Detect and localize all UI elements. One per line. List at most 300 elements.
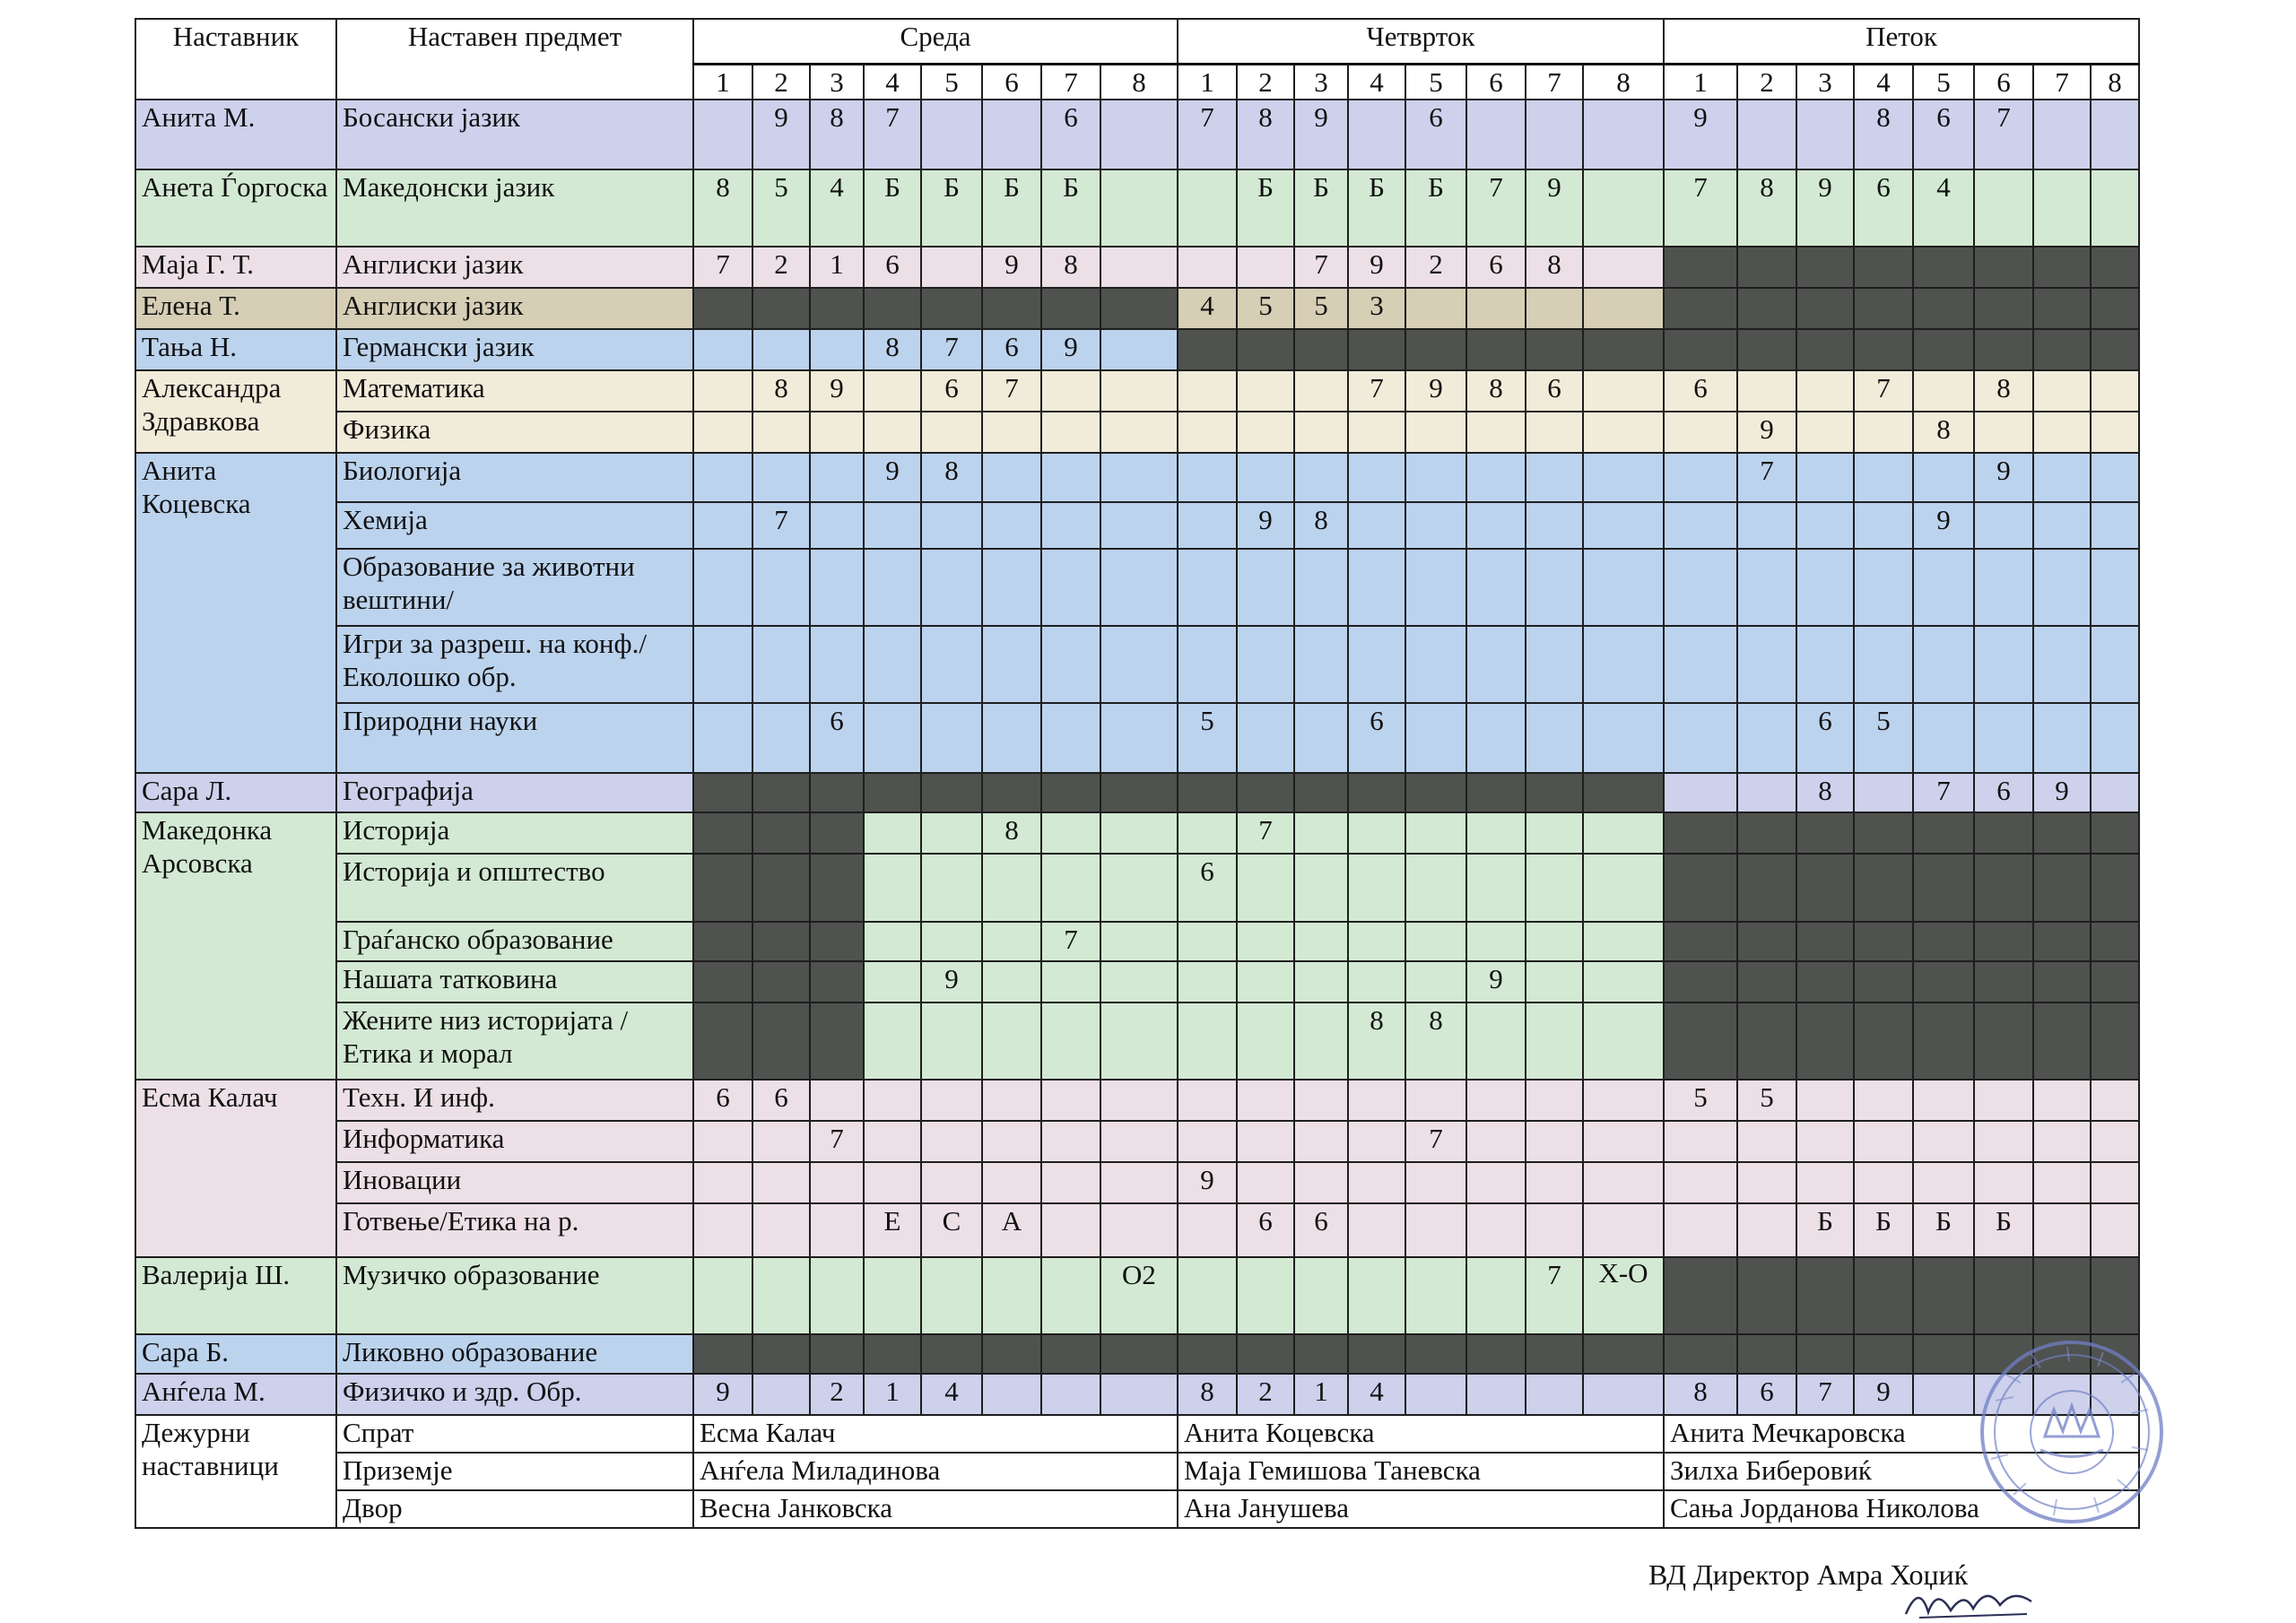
lesson-cell — [864, 922, 921, 961]
lesson-cell — [2091, 1002, 2139, 1080]
lesson-cell — [1854, 1334, 1913, 1374]
lesson-cell — [1526, 703, 1583, 773]
day-header: Четврток — [1178, 19, 1664, 64]
lesson-cell — [1466, 1334, 1526, 1374]
lesson-cell — [1526, 329, 1583, 370]
period-header: 3 — [1294, 64, 1348, 100]
schedule-row — [135, 812, 2139, 854]
lesson-cell — [1100, 626, 1178, 703]
lesson-cell — [921, 703, 982, 773]
lesson-cell: 9 — [752, 100, 810, 169]
lesson-cell — [1583, 961, 1664, 1002]
lesson-cell — [1237, 1334, 1294, 1374]
lesson-cell — [1737, 812, 1796, 854]
lesson-cell — [1737, 247, 1796, 288]
lesson-cell — [1100, 412, 1178, 453]
lesson-cell — [1466, 288, 1526, 329]
period-header: 1 — [1178, 64, 1237, 100]
lesson-cell — [1041, 812, 1100, 854]
lesson-cell — [1854, 502, 1913, 549]
lesson-cell — [982, 961, 1041, 1002]
lesson-cell — [2091, 288, 2139, 329]
handwritten-signature-icon — [1901, 1578, 2036, 1621]
lesson-cell: 7 — [1854, 370, 1913, 412]
lesson-cell — [1041, 1257, 1100, 1334]
lesson-cell: 8 — [1237, 100, 1294, 169]
lesson-cell — [1466, 812, 1526, 854]
period-header: 8 — [1100, 64, 1178, 100]
lesson-cell — [752, 1334, 810, 1374]
lesson-cell — [1294, 1257, 1348, 1334]
lesson-cell — [693, 412, 752, 453]
lesson-cell — [921, 1257, 982, 1334]
lesson-cell: 1 — [1294, 1374, 1348, 1415]
lesson-cell — [1737, 1334, 1796, 1374]
lesson-cell: 2 — [1405, 247, 1466, 288]
period-header: 4 — [864, 64, 921, 100]
lesson-cell — [1796, 412, 1854, 453]
teacher-name: Анѓела М. — [135, 1374, 336, 1415]
lesson-cell — [1178, 1334, 1237, 1374]
teacher-name: Елена Т. — [135, 288, 336, 329]
lesson-cell: 8 — [1041, 247, 1100, 288]
lesson-cell — [1466, 626, 1526, 703]
duty-teacher-wed: Есма Калач — [693, 1415, 1178, 1453]
lesson-cell — [864, 703, 921, 773]
lesson-cell: Б — [921, 169, 982, 247]
lesson-cell — [982, 100, 1041, 169]
lesson-cell — [1796, 100, 1854, 169]
lesson-cell — [2033, 329, 2091, 370]
lesson-cell — [1041, 370, 1100, 412]
lesson-cell — [1100, 1002, 1178, 1080]
lesson-cell — [2033, 502, 2091, 549]
lesson-cell — [1854, 288, 1913, 329]
period-header: 2 — [1737, 64, 1796, 100]
lesson-cell: 6 — [1664, 370, 1737, 412]
school-stamp-icon — [1978, 1338, 2166, 1526]
lesson-cell — [1294, 1334, 1348, 1374]
lesson-cell — [1526, 922, 1583, 961]
lesson-cell — [1664, 1334, 1737, 1374]
lesson-cell: О2 — [1100, 1257, 1178, 1334]
lesson-cell — [1913, 288, 1974, 329]
lesson-cell: 8 — [1974, 370, 2033, 412]
lesson-cell — [1913, 370, 1974, 412]
teacher-name: Сара Б. — [135, 1334, 336, 1374]
lesson-cell — [1100, 1334, 1178, 1374]
lesson-cell — [1294, 922, 1348, 961]
lesson-cell: 6 — [1974, 773, 2033, 812]
duty-row — [135, 1415, 2139, 1453]
lesson-cell — [1583, 169, 1664, 247]
lesson-cell — [693, 626, 752, 703]
schedule-row — [135, 1121, 2139, 1162]
lesson-cell — [693, 1203, 752, 1257]
lesson-cell: 8 — [1854, 100, 1913, 169]
lesson-cell: 9 — [1737, 412, 1796, 453]
lesson-cell — [1237, 412, 1294, 453]
lesson-cell — [1583, 922, 1664, 961]
lesson-cell — [982, 288, 1041, 329]
lesson-cell — [1796, 549, 1854, 626]
lesson-cell — [2091, 1257, 2139, 1334]
lesson-cell — [810, 412, 864, 453]
lesson-cell — [1583, 703, 1664, 773]
lesson-cell — [1348, 961, 1405, 1002]
teacher-name: Анета Ѓоргоска — [135, 169, 336, 247]
lesson-cell — [1526, 1121, 1583, 1162]
lesson-cell: 8 — [921, 453, 982, 502]
subject-name: Иновации — [336, 1162, 693, 1203]
lesson-cell — [1348, 1334, 1405, 1374]
lesson-cell — [1294, 1162, 1348, 1203]
duty-location: Спрат — [336, 1415, 693, 1453]
schedule-row — [135, 169, 2139, 247]
lesson-cell: 7 — [810, 1121, 864, 1162]
lesson-cell — [1737, 626, 1796, 703]
lesson-cell — [1854, 961, 1913, 1002]
lesson-cell — [693, 1257, 752, 1334]
lesson-cell — [1526, 961, 1583, 1002]
lesson-cell: 9 — [810, 370, 864, 412]
lesson-cell — [1526, 549, 1583, 626]
lesson-cell — [1796, 453, 1854, 502]
lesson-cell — [1664, 453, 1737, 502]
lesson-cell — [1526, 1334, 1583, 1374]
lesson-cell — [1237, 549, 1294, 626]
lesson-cell — [1737, 1203, 1796, 1257]
lesson-cell — [1466, 453, 1526, 502]
lesson-cell — [1237, 922, 1294, 961]
lesson-cell — [2091, 626, 2139, 703]
lesson-cell — [1237, 1121, 1294, 1162]
lesson-cell: 7 — [864, 100, 921, 169]
lesson-cell — [752, 922, 810, 961]
lesson-cell: 9 — [1526, 169, 1583, 247]
header-row-days — [135, 19, 2139, 64]
lesson-cell — [1854, 1002, 1913, 1080]
lesson-cell: 9 — [1178, 1162, 1237, 1203]
lesson-cell: А — [982, 1203, 1041, 1257]
lesson-cell — [1041, 703, 1100, 773]
lesson-cell — [1041, 549, 1100, 626]
lesson-cell — [2033, 626, 2091, 703]
lesson-cell — [1526, 453, 1583, 502]
teacher-name: Александра Здравкова — [135, 370, 336, 453]
schedule-row — [135, 288, 2139, 329]
lesson-cell — [921, 412, 982, 453]
subject-column-header: Наставен предмет — [336, 19, 693, 100]
subject-name: Босански јазик — [336, 100, 693, 169]
lesson-cell — [1913, 549, 1974, 626]
lesson-cell — [2033, 288, 2091, 329]
lesson-cell: Б — [1237, 169, 1294, 247]
lesson-cell — [1664, 502, 1737, 549]
director-signature-line: ВД Директор Амра Хоџиќ — [1648, 1558, 1969, 1591]
lesson-cell — [2033, 453, 2091, 502]
lesson-cell — [1466, 1203, 1526, 1257]
lesson-cell — [1583, 1334, 1664, 1374]
lesson-cell — [982, 412, 1041, 453]
lesson-cell — [2033, 1162, 2091, 1203]
lesson-cell — [921, 922, 982, 961]
lesson-cell — [1405, 412, 1466, 453]
period-header: 6 — [1974, 64, 2033, 100]
lesson-cell: Х-О — [1583, 1257, 1664, 1334]
lesson-cell: Е — [864, 1203, 921, 1257]
lesson-cell — [2033, 703, 2091, 773]
lesson-cell — [1974, 502, 2033, 549]
lesson-cell: 7 — [1664, 169, 1737, 247]
lesson-cell — [1854, 1257, 1913, 1334]
lesson-cell — [1854, 922, 1913, 961]
lesson-cell — [2033, 247, 2091, 288]
lesson-cell — [982, 854, 1041, 922]
subject-name: Германски јазик — [336, 329, 693, 370]
lesson-cell — [1041, 773, 1100, 812]
period-header: 7 — [1041, 64, 1100, 100]
lesson-cell — [1041, 1002, 1100, 1080]
period-header: 7 — [1526, 64, 1583, 100]
lesson-cell — [1664, 247, 1737, 288]
lesson-cell — [1974, 549, 2033, 626]
lesson-cell — [1178, 1121, 1237, 1162]
lesson-cell: 8 — [752, 370, 810, 412]
period-header: 4 — [1348, 64, 1405, 100]
lesson-cell — [2033, 1002, 2091, 1080]
lesson-cell — [1041, 1162, 1100, 1203]
lesson-cell: 6 — [1294, 1203, 1348, 1257]
lesson-cell — [1405, 773, 1466, 812]
lesson-cell — [1294, 854, 1348, 922]
lesson-cell — [982, 1374, 1041, 1415]
teacher-name: Маја Г. Т. — [135, 247, 336, 288]
lesson-cell: 7 — [982, 370, 1041, 412]
lesson-cell — [1913, 703, 1974, 773]
lesson-cell — [1913, 1121, 1974, 1162]
lesson-cell — [752, 412, 810, 453]
lesson-cell — [1796, 1334, 1854, 1374]
lesson-cell — [1913, 453, 1974, 502]
lesson-cell — [1796, 1121, 1854, 1162]
lesson-cell: 7 — [1405, 1121, 1466, 1162]
period-header: 1 — [1664, 64, 1737, 100]
schedule-row — [135, 1334, 2139, 1374]
lesson-cell: 9 — [1913, 502, 1974, 549]
lesson-cell: 7 — [1237, 812, 1294, 854]
lesson-cell — [2033, 370, 2091, 412]
lesson-cell — [1664, 412, 1737, 453]
lesson-cell — [810, 812, 864, 854]
lesson-cell — [1583, 1121, 1664, 1162]
duty-teacher-thu: Ана Јанушева — [1178, 1490, 1664, 1528]
lesson-cell — [1974, 1002, 2033, 1080]
lesson-cell — [1294, 626, 1348, 703]
lesson-cell — [1974, 854, 2033, 922]
lesson-cell — [1294, 549, 1348, 626]
duty-row — [135, 1453, 2139, 1490]
lesson-cell — [2091, 169, 2139, 247]
lesson-cell — [693, 549, 752, 626]
lesson-cell: 3 — [1348, 288, 1405, 329]
duty-teacher-thu: Анита Коцевска — [1178, 1415, 1664, 1453]
lesson-cell — [1796, 961, 1854, 1002]
lesson-cell: 6 — [1913, 100, 1974, 169]
lesson-cell — [810, 626, 864, 703]
lesson-cell — [1664, 922, 1737, 961]
lesson-cell — [1737, 1257, 1796, 1334]
lesson-cell — [2091, 370, 2139, 412]
duty-teacher-wed: Весна Јанковска — [693, 1490, 1178, 1528]
lesson-cell — [1583, 854, 1664, 922]
lesson-cell — [1100, 549, 1178, 626]
lesson-cell — [1100, 169, 1178, 247]
lesson-cell — [1796, 329, 1854, 370]
lesson-cell — [1237, 854, 1294, 922]
lesson-cell: 9 — [1466, 961, 1526, 1002]
lesson-cell — [1178, 412, 1237, 453]
lesson-cell — [1405, 922, 1466, 961]
subject-name: Математика — [336, 370, 693, 412]
schedule-sheet — [135, 18, 2140, 1529]
lesson-cell: 9 — [1348, 247, 1405, 288]
lesson-cell — [2091, 1080, 2139, 1121]
lesson-cell — [1348, 1121, 1405, 1162]
lesson-cell: 8 — [1664, 1374, 1737, 1415]
schedule-row — [135, 1002, 2139, 1080]
lesson-cell — [1526, 1080, 1583, 1121]
lesson-cell: 9 — [1237, 502, 1294, 549]
lesson-cell — [1583, 626, 1664, 703]
duty-teacher-thu: Маја Гемишова Таневска — [1178, 1453, 1664, 1490]
lesson-cell — [864, 502, 921, 549]
lesson-cell — [921, 1080, 982, 1121]
lesson-cell — [1100, 961, 1178, 1002]
lesson-cell — [1913, 1002, 1974, 1080]
lesson-cell: 5 — [1854, 703, 1913, 773]
lesson-cell — [1294, 773, 1348, 812]
lesson-cell: 6 — [693, 1080, 752, 1121]
lesson-cell — [1913, 247, 1974, 288]
lesson-cell — [2091, 453, 2139, 502]
lesson-cell — [2033, 812, 2091, 854]
schedule-row — [135, 961, 2139, 1002]
lesson-cell — [1466, 329, 1526, 370]
period-header: 5 — [1913, 64, 1974, 100]
period-header: 5 — [1405, 64, 1466, 100]
lesson-cell: 6 — [1178, 854, 1237, 922]
lesson-cell — [1664, 812, 1737, 854]
schedule-row — [135, 329, 2139, 370]
lesson-cell — [921, 549, 982, 626]
lesson-cell — [1466, 1162, 1526, 1203]
lesson-cell: 9 — [1294, 100, 1348, 169]
lesson-cell — [810, 854, 864, 922]
lesson-cell — [810, 1162, 864, 1203]
lesson-cell — [1405, 961, 1466, 1002]
lesson-cell — [752, 812, 810, 854]
lesson-cell — [1737, 1162, 1796, 1203]
lesson-cell: 5 — [1737, 1080, 1796, 1121]
lesson-cell: 8 — [1178, 1374, 1237, 1415]
lesson-cell — [1796, 854, 1854, 922]
lesson-cell — [1237, 1080, 1294, 1121]
lesson-cell — [1178, 961, 1237, 1002]
lesson-cell — [1737, 549, 1796, 626]
lesson-cell — [1526, 412, 1583, 453]
schedule-row — [135, 1080, 2139, 1121]
lesson-cell — [1737, 961, 1796, 1002]
lesson-cell: Б — [982, 169, 1041, 247]
lesson-cell — [1664, 854, 1737, 922]
lesson-cell — [693, 1121, 752, 1162]
lesson-cell — [810, 922, 864, 961]
lesson-cell — [982, 1334, 1041, 1374]
lesson-cell — [1854, 1162, 1913, 1203]
lesson-cell — [1405, 812, 1466, 854]
lesson-cell — [1583, 412, 1664, 453]
lesson-cell — [1237, 1002, 1294, 1080]
lesson-cell: 7 — [1796, 1374, 1854, 1415]
lesson-cell — [1100, 502, 1178, 549]
lesson-cell — [1237, 370, 1294, 412]
lesson-cell — [1913, 922, 1974, 961]
lesson-cell — [1526, 1002, 1583, 1080]
lesson-cell — [1237, 329, 1294, 370]
lesson-cell — [1041, 1334, 1100, 1374]
schedule-row — [135, 247, 2139, 288]
lesson-cell — [982, 1002, 1041, 1080]
lesson-cell: Б — [1041, 169, 1100, 247]
lesson-cell — [1178, 773, 1237, 812]
lesson-cell — [1974, 1162, 2033, 1203]
lesson-cell — [1913, 1080, 1974, 1121]
lesson-cell — [1178, 549, 1237, 626]
lesson-cell: 9 — [693, 1374, 752, 1415]
lesson-cell: 4 — [1913, 169, 1974, 247]
lesson-cell — [1583, 812, 1664, 854]
subject-name: Историја и општество — [336, 854, 693, 922]
lesson-cell: 1 — [810, 247, 864, 288]
lesson-cell — [1100, 922, 1178, 961]
lesson-cell — [2091, 1121, 2139, 1162]
lesson-cell — [921, 100, 982, 169]
lesson-cell: 8 — [1294, 502, 1348, 549]
lesson-cell — [1178, 169, 1237, 247]
lesson-cell — [1466, 549, 1526, 626]
lesson-cell — [2091, 854, 2139, 922]
lesson-cell — [1796, 1080, 1854, 1121]
lesson-cell — [1405, 703, 1466, 773]
teacher-name: Македонка Арсовска — [135, 812, 336, 1080]
lesson-cell: 6 — [1405, 100, 1466, 169]
lesson-cell: 7 — [1041, 922, 1100, 961]
lesson-cell: Б — [1913, 1203, 1974, 1257]
lesson-cell: 1 — [864, 1374, 921, 1415]
lesson-cell — [1913, 812, 1974, 854]
lesson-cell: 8 — [810, 100, 864, 169]
schedule-row — [135, 626, 2139, 703]
lesson-cell — [1348, 626, 1405, 703]
schedule-row — [135, 370, 2139, 412]
lesson-cell: 9 — [1974, 453, 2033, 502]
lesson-cell: 7 — [1294, 247, 1348, 288]
lesson-cell: 6 — [1737, 1374, 1796, 1415]
lesson-cell — [1294, 812, 1348, 854]
lesson-cell — [1100, 100, 1178, 169]
lesson-cell: 8 — [1348, 1002, 1405, 1080]
